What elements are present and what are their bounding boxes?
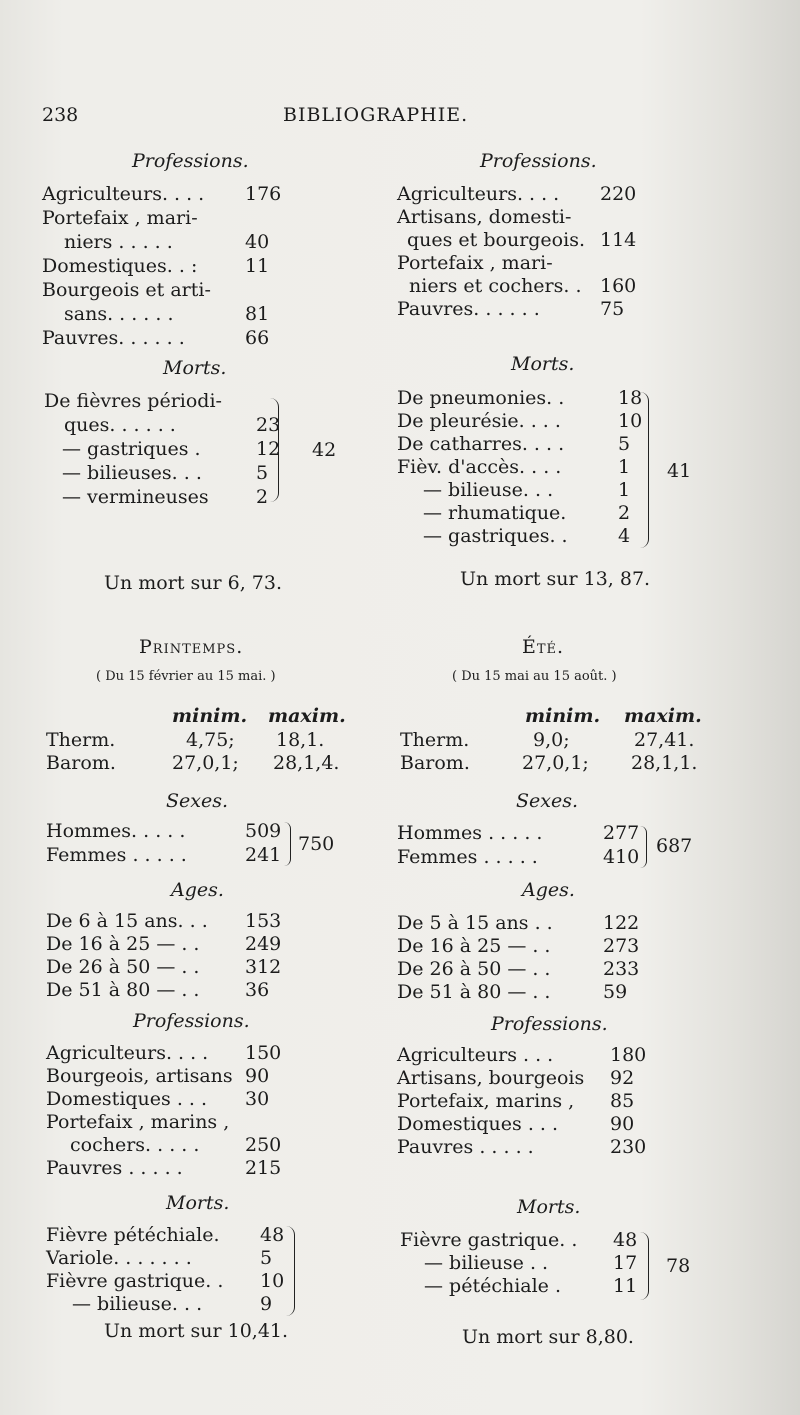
left-top-profession-value: 11 — [245, 255, 270, 277]
right-top-mort-label: — bilieuse. . . — [423, 479, 554, 501]
left-top-profession-label: Pauvres. . . . . . — [42, 327, 185, 349]
right-age-value: 59 — [603, 981, 628, 1003]
left-age-value: 312 — [245, 956, 282, 978]
right-therm-label: Therm. — [400, 729, 470, 751]
left-top-mort-value: 12 — [256, 438, 281, 460]
left-age-label: De 16 à 25 — . . — [46, 933, 200, 955]
left-top-mort-value: 2 — [256, 486, 269, 508]
right-season-period: ( Du 15 mai au 15 août. ) — [452, 669, 617, 684]
right-mort-label: — bilieuse . . — [424, 1252, 549, 1274]
left-age-label: De 26 à 50 — . . — [46, 956, 200, 978]
left-therm-min: 4,75; — [186, 729, 235, 751]
left-top-profession-label: Bourgeois et arti- — [42, 279, 211, 301]
left-mort-value: 5 — [260, 1247, 273, 1269]
left-top-morts-total: 42 — [312, 439, 337, 461]
right-sexes-title: Sexes. — [516, 790, 579, 812]
right-top-mort-label: De pneumonies. . — [397, 387, 565, 409]
right-top-mort-label: — rhumatique. — [423, 502, 567, 524]
left-top-ratio: Un mort sur 6, 73. — [104, 572, 282, 594]
left-prof-value: 250 — [245, 1134, 282, 1156]
right-top-brace — [640, 392, 649, 548]
left-top-profession-value: 176 — [245, 183, 282, 205]
right-prof-label: Pauvres . . . . . — [397, 1136, 534, 1158]
left-mort-label: Fièvre pétéchiale. — [46, 1224, 220, 1246]
left-barom-min: 27,0,1; — [172, 752, 239, 774]
left-top-mort-label: ques. . . . . . — [64, 414, 176, 436]
left-top-mort-label: — gastriques . — [62, 438, 201, 460]
right-age-label: De 51 à 80 — . . — [397, 981, 551, 1003]
right-top-mort-value: 1 — [618, 479, 631, 501]
right-prof-title: Professions. — [491, 1013, 608, 1035]
left-season-title: Printemps. — [139, 636, 244, 658]
right-mort-value: 17 — [613, 1252, 638, 1274]
right-minim-header: minim. — [525, 705, 601, 727]
left-maxim-header: maxim. — [268, 705, 346, 727]
right-sex-value: 277 — [603, 822, 640, 844]
right-mort-label: — pétéchiale . — [424, 1275, 562, 1297]
right-top-profession-label: Portefaix , mari- — [397, 252, 553, 274]
right-top-profession-value: 220 — [600, 183, 637, 205]
left-barom-label: Barom. — [46, 752, 116, 774]
left-sex-value: 241 — [245, 844, 282, 866]
left-mort-value: 48 — [260, 1224, 285, 1246]
left-mort-label: Fièvre gastrique. . — [46, 1270, 224, 1292]
right-top-morts-total: 41 — [667, 460, 692, 482]
right-top-profession-label: niers et cochers. . — [409, 275, 582, 297]
right-prof-value: 92 — [610, 1067, 635, 1089]
right-age-label: De 5 à 15 ans . . — [397, 912, 553, 934]
right-top-mort-label: Fièv. d'accès. . . . — [397, 456, 562, 478]
right-barom-min: 27,0,1; — [522, 752, 589, 774]
left-age-value: 249 — [245, 933, 282, 955]
left-top-mort-label: — bilieuses. . . — [62, 462, 202, 484]
right-morts-brace — [640, 1232, 649, 1300]
right-prof-value: 85 — [610, 1090, 635, 1112]
right-morts-total: 78 — [666, 1255, 691, 1277]
left-top-profession-label: sans. . . . . . — [64, 303, 174, 325]
left-prof-title: Professions. — [133, 1010, 250, 1032]
left-therm-label: Therm. — [46, 729, 116, 751]
right-age-value: 122 — [603, 912, 640, 934]
right-ages-title: Ages. — [522, 879, 575, 901]
right-age-label: De 16 à 25 — . . — [397, 935, 551, 957]
left-top-profession-value: 81 — [245, 303, 270, 325]
right-age-value: 273 — [603, 935, 640, 957]
left-prof-value: 215 — [245, 1157, 282, 1179]
left-top-profession-label: Portefaix , mari- — [42, 207, 198, 229]
right-top-profession-value: 114 — [600, 229, 637, 251]
right-top-profession-value: 160 — [600, 275, 637, 297]
right-sex-value: 410 — [603, 846, 640, 868]
left-prof-label: Domestiques . . . — [46, 1088, 208, 1110]
left-prof-label: Agriculteurs. . . . — [46, 1042, 209, 1064]
left-top-brace — [270, 398, 279, 502]
left-therm-max: 18,1. — [276, 729, 325, 751]
right-top-mort-value: 5 — [618, 433, 631, 455]
right-therm-max: 27,41. — [634, 729, 695, 751]
right-prof-label: Agriculteurs . . . — [397, 1044, 554, 1066]
left-age-label: De 6 à 15 ans. . . — [46, 910, 208, 932]
right-top-ratio: Un mort sur 13, 87. — [460, 568, 651, 590]
right-prof-label: Domestiques . . . — [397, 1113, 559, 1135]
left-top-profession-label: Domestiques. . : — [42, 255, 198, 277]
right-mort-value: 11 — [613, 1275, 638, 1297]
right-top-profession-value: 75 — [600, 298, 625, 320]
right-sexes-brace — [640, 826, 647, 868]
left-age-value: 36 — [245, 979, 270, 1001]
right-morts-title: Morts. — [517, 1196, 581, 1218]
left-prof-value: 30 — [245, 1088, 270, 1110]
right-top-mort-value: 10 — [618, 410, 643, 432]
right-prof-value: 180 — [610, 1044, 647, 1066]
right-prof-value: 230 — [610, 1136, 647, 1158]
left-sexes-title: Sexes. — [166, 790, 229, 812]
left-top-mort-label: De fièvres périodi- — [44, 390, 222, 412]
left-morts-title: Morts. — [166, 1192, 230, 1214]
right-top-professions-title: Professions. — [480, 150, 597, 172]
right-mort-label: Fièvre gastrique. . — [400, 1229, 578, 1251]
right-prof-value: 90 — [610, 1113, 635, 1135]
left-ages-title: Ages. — [171, 879, 224, 901]
right-top-mort-value: 18 — [618, 387, 643, 409]
right-top-profession-label: Artisans, domesti- — [397, 206, 572, 228]
left-top-profession-label: niers . . . . . — [64, 231, 173, 253]
left-morts-brace — [286, 1226, 295, 1316]
left-minim-header: minim. — [172, 705, 248, 727]
left-top-mort-value: 23 — [256, 414, 281, 436]
left-prof-value: 150 — [245, 1042, 282, 1064]
right-season-title: Été. — [522, 636, 565, 658]
running-head: BIBLIOGRAPHIE. — [283, 104, 469, 126]
left-age-value: 153 — [245, 910, 282, 932]
right-top-mort-label: De catharres. . . . — [397, 433, 565, 455]
left-prof-label: Portefaix , marins , — [46, 1111, 230, 1133]
left-sex-value: 509 — [245, 820, 282, 842]
left-sexes-brace — [284, 822, 291, 866]
right-prof-label: Portefaix, marins , — [397, 1090, 575, 1112]
right-barom-label: Barom. — [400, 752, 470, 774]
left-prof-label: cochers. . . . . — [70, 1134, 200, 1156]
right-mort-value: 48 — [613, 1229, 638, 1251]
left-season-period: ( Du 15 février au 15 mai. ) — [96, 669, 276, 684]
right-sexes-total: 687 — [656, 835, 693, 857]
right-bottom-ratio: Un mort sur 8,80. — [462, 1326, 634, 1348]
right-sex-label: Femmes . . . . . — [397, 846, 538, 868]
right-top-profession-label: ques et bourgeois. — [407, 229, 585, 251]
right-age-label: De 26 à 50 — . . — [397, 958, 551, 980]
left-top-morts-title: Morts. — [163, 357, 227, 379]
left-mort-label: — bilieuse. . . — [72, 1293, 203, 1315]
left-bottom-ratio: Un mort sur 10,41. — [104, 1320, 289, 1342]
left-top-profession-value: 40 — [245, 231, 270, 253]
right-age-value: 233 — [603, 958, 640, 980]
right-top-mort-label: — gastriques. . — [423, 525, 568, 547]
left-sex-label: Femmes . . . . . — [46, 844, 187, 866]
right-top-mort-label: De pleurésie. . . . — [397, 410, 561, 432]
left-barom-max: 28,1,4. — [273, 752, 340, 774]
left-prof-label: Pauvres . . . . . — [46, 1157, 183, 1179]
left-mort-value: 9 — [260, 1293, 273, 1315]
left-prof-label: Bourgeois, artisans — [46, 1065, 233, 1087]
left-prof-value: 90 — [245, 1065, 270, 1087]
left-sexes-total: 750 — [298, 833, 335, 855]
left-top-mort-label: — vermineuses — [62, 486, 209, 508]
left-sex-label: Hommes. . . . . — [46, 820, 186, 842]
right-barom-max: 28,1,1. — [631, 752, 698, 774]
page-number: 238 — [42, 104, 79, 126]
right-top-mort-value: 1 — [618, 456, 631, 478]
left-top-mort-value: 5 — [256, 462, 269, 484]
left-top-professions-title: Professions. — [132, 150, 249, 172]
left-mort-value: 10 — [260, 1270, 285, 1292]
right-top-mort-value: 2 — [618, 502, 631, 524]
left-mort-label: Variole. . . . . . . — [46, 1247, 192, 1269]
right-top-mort-value: 4 — [618, 525, 631, 547]
right-top-profession-label: Pauvres. . . . . . — [397, 298, 540, 320]
left-top-profession-value: 66 — [245, 327, 270, 349]
right-sex-label: Hommes . . . . . — [397, 822, 543, 844]
left-age-label: De 51 à 80 — . . — [46, 979, 200, 1001]
left-top-profession-label: Agriculteurs. . . . — [42, 183, 205, 205]
right-top-profession-label: Agriculteurs. . . . — [397, 183, 560, 205]
right-maxim-header: maxim. — [624, 705, 702, 727]
right-therm-min: 9,0; — [533, 729, 570, 751]
right-prof-label: Artisans, bourgeois — [397, 1067, 585, 1089]
right-top-morts-title: Morts. — [511, 353, 575, 375]
